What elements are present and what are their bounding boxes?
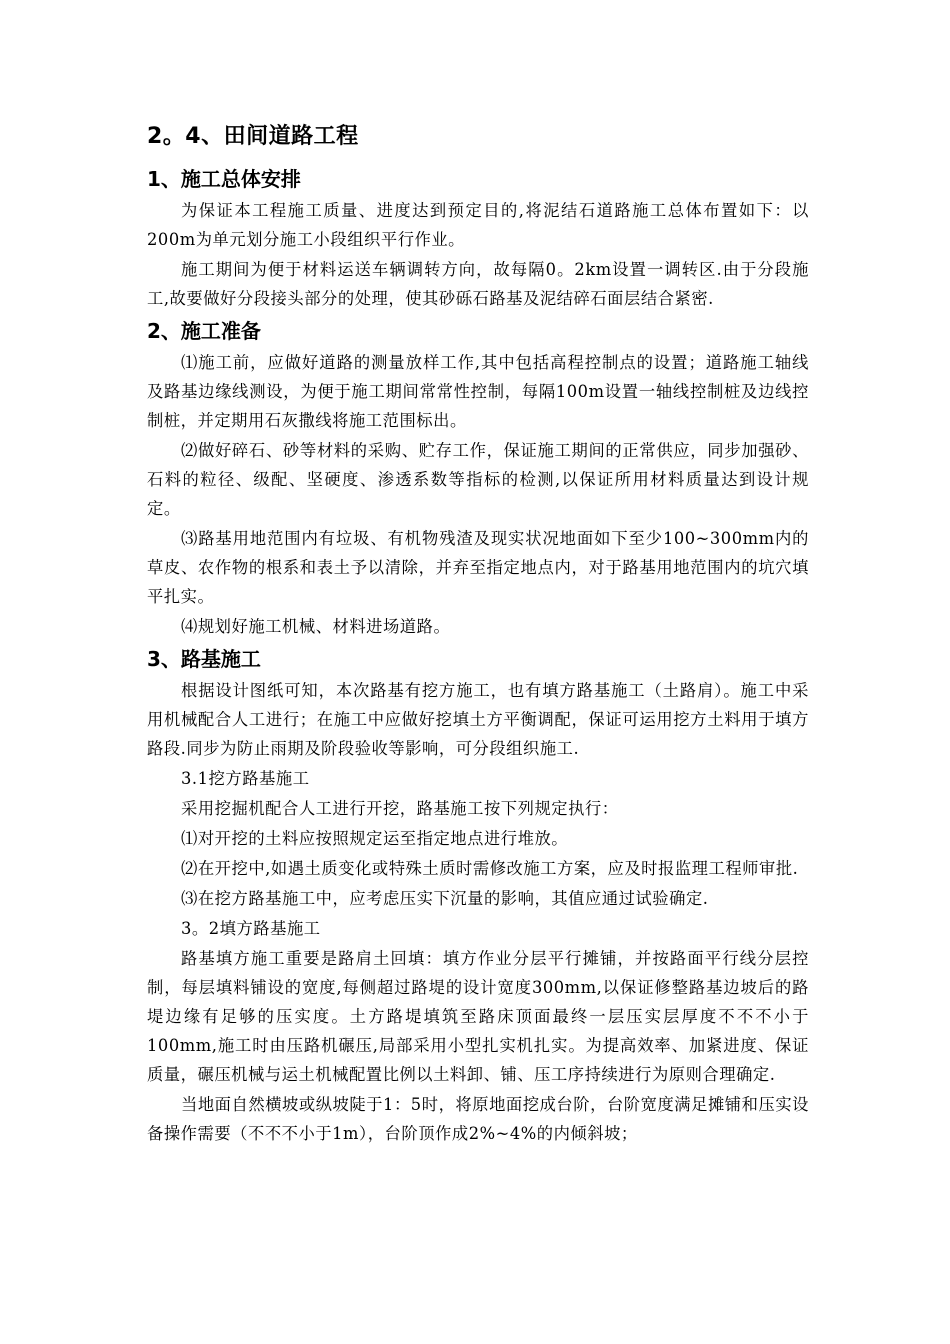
paragraph: 当地面自然横坡或纵坡陡于1：5时，将原地面挖成台阶，台阶宽度满足摊铺和压实设备操作需要（不不不小于1m），台阶顶作成2%~4%的内倾斜坡；	[147, 1095, 809, 1143]
paragraph: 施工期间为便于材料运送车辆调转方向，故每隔0。2km设置一调转区.由于分段施工,故要做好分段接头部分的处理，使其砂砾石路基及泥结碎石面层结合紧密.	[147, 260, 809, 308]
paragraph: ⑵在开挖中,如遇土质变化或特殊土质时需修改施工方案，应及时报监理工程师审批.	[181, 859, 799, 878]
paragraph: ⑵做好碎石、砂等材料的采购、贮存工作，保证施工期间的正常供应，同步加强砂、石料的粒径、级配、坚硬度、渗透系数等指标的检测,以保证所用材料质量达到设计规定。	[147, 441, 809, 518]
paragraph: 为保证本工程施工质量、进度达到预定目的,将泥结石道路施工总体布置如下：以200m为单元划分施工小段组织平行作业。	[147, 201, 809, 249]
subsection-heading: 3。2填方路基施工	[181, 919, 321, 938]
section-heading-2: 2、施工准备	[147, 319, 261, 343]
section-heading-1: 1、施工总体安排	[147, 167, 301, 191]
paragraph: 采用挖掘机配合人工进行开挖，路基施工按下列规定执行：	[181, 799, 619, 818]
section-heading-3: 3、路基施工	[147, 647, 261, 671]
paragraph: ⑴施工前，应做好道路的测量放样工作,其中包括高程控制点的设置；道路施工轴线及路基边缘线测设，为便于施工期间常常性控制，每隔100m设置一轴线控制桩及边线控制桩，并定期用石灰撒线将施工范围标出。	[147, 353, 809, 430]
document-title: 2。4、田间道路工程	[147, 124, 359, 149]
document-page	[147, 118, 809, 1149]
paragraph: ⑶路基用地范围内有垃圾、有机物残渣及现实状况地面如下至少100~300mm内的草皮、农作物的根系和表土予以清除，并弃至指定地点内，对于路基用地范围内的坑穴填平扎实。	[147, 529, 809, 606]
paragraph: 根据设计图纸可知，本次路基有挖方施工，也有填方路基施工（土路肩）。施工中采用机械配合人工进行；在施工中应做好挖填土方平衡调配，保证可运用挖方土料用于填方路段.同步为防止雨期及阶段验收等影响，可分段组织施工.	[147, 681, 809, 758]
subsection-heading: 3.1挖方路基施工	[181, 769, 310, 788]
paragraph: ⑷规划好施工机械、材料进场道路。	[181, 617, 451, 636]
paragraph: 路基填方施工重要是路肩土回填：填方作业分层平行摊铺，并按路面平行线分层控制，每层填料铺设的宽度,每侧超过路堤的设计宽度300mm,以保证修整路基边坡后的路堤边缘有足够的压实度。土方路堤填筑至路床顶面最终一层压实层厚度不不不小于100mm,施工时由压路机碾压,局部采用小型扎实机扎实。为提高效率、加紧进度、保证质量，碾压机械与运土机械配置比例以土料卸、铺、压工序持续进行为原则合理确定.	[147, 949, 809, 1084]
paragraph: ⑴对开挖的土料应按照规定运至指定地点进行堆放。	[181, 829, 569, 848]
paragraph: ⑶在挖方路基施工中，应考虑压实下沉量的影响，其值应通过试验确定.	[181, 889, 709, 908]
